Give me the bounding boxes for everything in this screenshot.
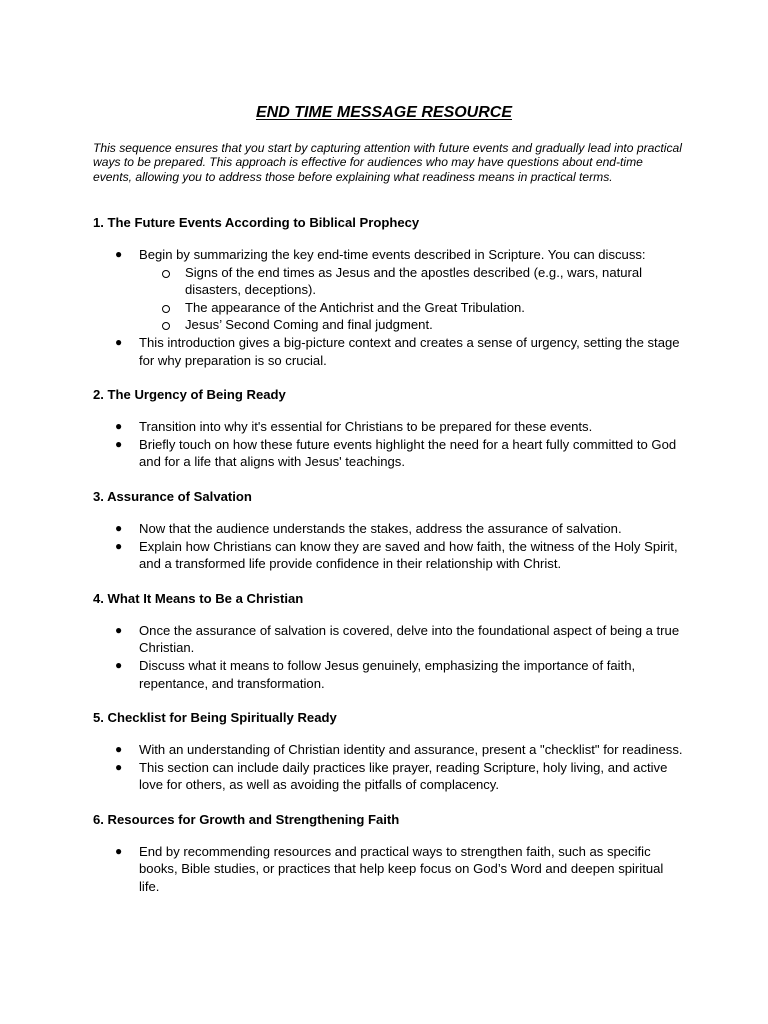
list-item	[93, 622, 683, 657]
list-item	[93, 538, 683, 573]
bullet-dot-icon: ●	[115, 843, 123, 858]
section-heading: 1. The Future Events According to Biblical Prophecy	[93, 215, 420, 230]
bullet-list	[93, 418, 683, 471]
bullet-list	[93, 246, 683, 369]
list-item-text: Once the assurance of salvation is covered, delve into the foundational aspect of being a true Christian.	[139, 622, 680, 656]
section-heading: 6. Resources for Growth and Strengthening Faith	[93, 811, 400, 827]
bullet-dot-icon: ●	[115, 334, 123, 349]
page-title: END TIME MESSAGE RESOURCE	[255, 104, 513, 121]
list-item-text: Explain how Christians can know they are saved and how faith, the witness of the Holy Spirit, and a transformed life provide confidence in their relationship with Christ.	[139, 538, 678, 572]
list-item-text: End by recommending resources and practical ways to strengthen faith, such as specific books, Bible studies, or practices that help keep focus on God’s Word and deepen spiritual life.	[139, 843, 664, 895]
list-item-text: Begin by summarizing the key end-time events described in Scripture. You can discuss:	[139, 247, 646, 262]
bullet-circle-icon	[162, 305, 170, 313]
bullet-dot-icon: ●	[115, 622, 123, 637]
section-assurance	[93, 488, 683, 573]
bullet-circle-icon	[162, 322, 170, 330]
bullet-dot-icon: ●	[115, 538, 123, 553]
list-item-text: With an understanding of Christian identity and assurance, present a "checklist" for readiness.	[139, 742, 683, 758]
sub-list-item-text: Signs of the end times as Jesus and the apostles described (e.g., wars, natural disasters, deceptions).	[185, 264, 643, 298]
section-heading: 4. What It Means to Be a Christian	[93, 590, 304, 606]
intro-paragraph: This sequence ensures that you start by capturing attention with future events and gradually lead into practical ways to be prepared. This approach is effective for audiences who may have questions about end-time events, allowing you to address those before explaining what readiness means in practical terms.	[93, 141, 682, 184]
list-item	[93, 418, 683, 436]
section-heading: 2. The Urgency of Being Ready	[93, 387, 286, 403]
sub-list-item	[139, 264, 683, 299]
list-item-text: Transition into why it's essential for Christians to be prepared for these events.	[139, 419, 593, 435]
section-resources	[93, 811, 683, 896]
list-item-text: Discuss what it means to follow Jesus genuinely, emphasizing the importance of faith, repentance, and transformation.	[139, 657, 636, 691]
bullet-list	[93, 520, 683, 573]
section-future-events	[93, 214, 683, 369]
list-item	[93, 436, 683, 471]
list-item-text: Now that the audience understands the stakes, address the assurance of salvation.	[139, 520, 622, 536]
list-item-text: This introduction gives a big-picture context and creates a sense of urgency, setting the stage for why preparation is so crucial.	[139, 334, 680, 368]
list-item	[93, 843, 683, 896]
section-heading: 3. Assurance of Salvation	[93, 488, 252, 504]
document-body	[93, 214, 683, 913]
section-being-christian	[93, 590, 683, 692]
list-item	[93, 520, 683, 538]
sub-list-item-text: The appearance of the Antichrist and the Great Tribulation.	[185, 299, 525, 315]
list-item	[93, 246, 683, 334]
bullet-dot-icon: ●	[115, 742, 123, 757]
bullet-list	[93, 741, 683, 794]
list-item-text: Briefly touch on how these future events highlight the need for a heart fully committed to God and for a life that aligns with Jesus' teachings.	[139, 436, 677, 470]
section-urgency	[93, 386, 683, 471]
sub-list-item-text: Jesus’ Second Coming and final judgment.	[185, 317, 433, 333]
bullet-dot-icon: ●	[115, 520, 123, 535]
bullet-dot-icon: ●	[115, 657, 123, 672]
bullet-dot-icon: ●	[115, 436, 123, 451]
section-checklist	[93, 709, 683, 794]
bullet-dot-icon: ●	[115, 419, 123, 434]
bullet-list	[93, 622, 683, 692]
list-item	[93, 334, 683, 369]
sub-list-item	[139, 299, 683, 317]
bullet-list	[93, 843, 683, 896]
sub-bullet-list	[139, 264, 683, 334]
sub-list-item	[139, 316, 683, 334]
bullet-dot-icon: ●	[115, 759, 123, 774]
list-item	[93, 759, 683, 794]
list-item	[93, 657, 683, 692]
bullet-dot-icon: ●	[115, 247, 123, 261]
section-heading: 5. Checklist for Being Spiritually Ready	[93, 710, 337, 726]
list-item	[93, 741, 683, 759]
bullet-circle-icon	[162, 270, 170, 278]
list-item-text: This section can include daily practices like prayer, reading Scripture, holy living, and active love for others, as well as avoiding the pitfalls of complacency.	[139, 759, 668, 793]
